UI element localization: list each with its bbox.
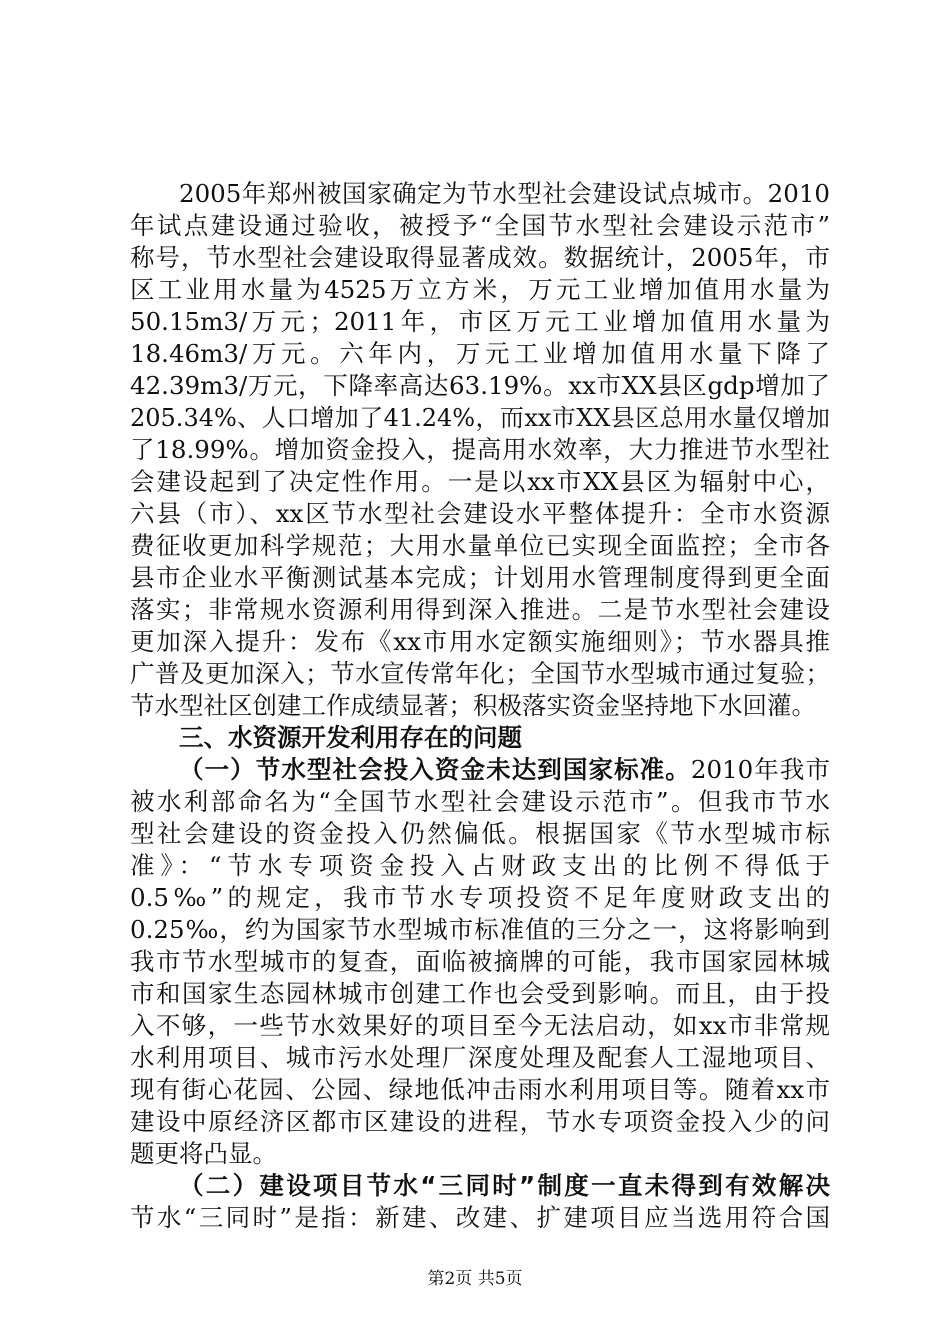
text-line: 型社会建设的资金投入仍然偏低。根据国家《节水型城市标 — [130, 819, 830, 848]
text-line: 落实；非常规水资源利用得到深入推进。二是节水型社会建设 — [130, 595, 830, 624]
text-line: 18.46m3/万元。六年内，万元工业增加值用水量下降了 — [130, 339, 830, 368]
text-line: 42.39m3/万元，下降率高达63.19%。xx市XX县区gdp增加了 — [130, 371, 830, 400]
text-fragment: 2010年我市 — [690, 755, 830, 784]
text-line: 更加深入提升：发布《xx市用水定额实施细则》；节水器具推 — [130, 627, 830, 656]
text-line: 年试点建设通过验收，被授予“全国节水型社会建设示范市” — [130, 211, 830, 240]
text-line: 会建设起到了决定性作用。一是以xx市XX县区为辐射中心， — [130, 467, 830, 496]
text-line: 现有街心花园、公园、绿地低冲击雨水利用项目等。随着xx市 — [130, 1075, 830, 1104]
page-number: 第2页 共5页 — [427, 1269, 523, 1289]
section-heading: 三、水资源开发利用存在的问题 — [179, 723, 522, 752]
text-line: 费征收更加科学规范；大用水量单位已实现全面监控；全市各 — [130, 531, 830, 560]
text-line: 50.15m3/万元；2011年，市区万元工业增加值用水量为 — [130, 307, 830, 336]
text-line: 节水“三同时”是指：新建、改建、扩建项目应当选用符合国 — [130, 1203, 830, 1232]
text-line: 被水利部命名为“全国节水型社会建设示范市”。但我市节水 — [130, 787, 830, 816]
text-line-with-subheading — [179, 754, 830, 786]
text-line: 0.5‰”的规定，我市节水专项投资不足年度财政支出的 — [130, 883, 830, 912]
subheading: （一）节水型社会投入资金未达到国家标准。 — [179, 755, 691, 784]
text-line: 称号，节水型社会建设取得显著成效。数据统计，2005年，市 — [130, 243, 830, 272]
text-line: 入不够，一些节水效果好的项目至今无法启动，如xx市非常规 — [130, 1011, 830, 1040]
text-line: 0.25‰，约为国家节水型城市标准值的三分之一，这将影响到 — [130, 915, 830, 944]
text-line: 六县（市）、xx区节水型社会建设水平整体提升：全市水资源 — [130, 499, 830, 528]
text-line: 市和国家生态园林城市创建工作也会受到影响。而且，由于投 — [130, 979, 830, 1008]
text-line: 了18.99%。增加资金投入，提高用水效率，大力推进节水型社 — [130, 435, 830, 464]
text-line: 县市企业水平衡测试基本完成；计划用水管理制度得到更全面 — [130, 563, 830, 592]
text-line: 水利用项目、城市污水处理厂深度处理及配套人工湿地项目、 — [130, 1043, 830, 1072]
subheading: （二）建设项目节水“三同时”制度一直未得到有效解决 — [179, 1171, 830, 1200]
text-line: 2005年郑州被国家确定为节水型社会建设试点城市。2010 — [179, 179, 830, 208]
text-line: 准》：“节水专项资金投入占财政支出的比例不得低于 — [130, 851, 830, 880]
text-line: 建设中原经济区都市区建设的进程，节水专项资金投入少的问 — [130, 1107, 830, 1136]
text-line: 区工业用水量为4525万立方米，万元工业增加值用水量为 — [130, 275, 830, 304]
text-line: 题更将凸显。 — [130, 1139, 277, 1168]
text-line: 我市节水型城市的复查，面临被摘牌的可能，我市国家园林城 — [130, 947, 830, 976]
text-line: 205.34%、人口增加了41.24%，而xx市XX县区总用水量仅增加 — [130, 404, 830, 432]
text-line: 节水型社区创建工作成绩显著；积极落实资金坚持地下水回灌。 — [130, 691, 816, 720]
text-line: 广普及更加深入；节水宣传常年化；全国节水型城市通过复验； — [130, 659, 830, 688]
